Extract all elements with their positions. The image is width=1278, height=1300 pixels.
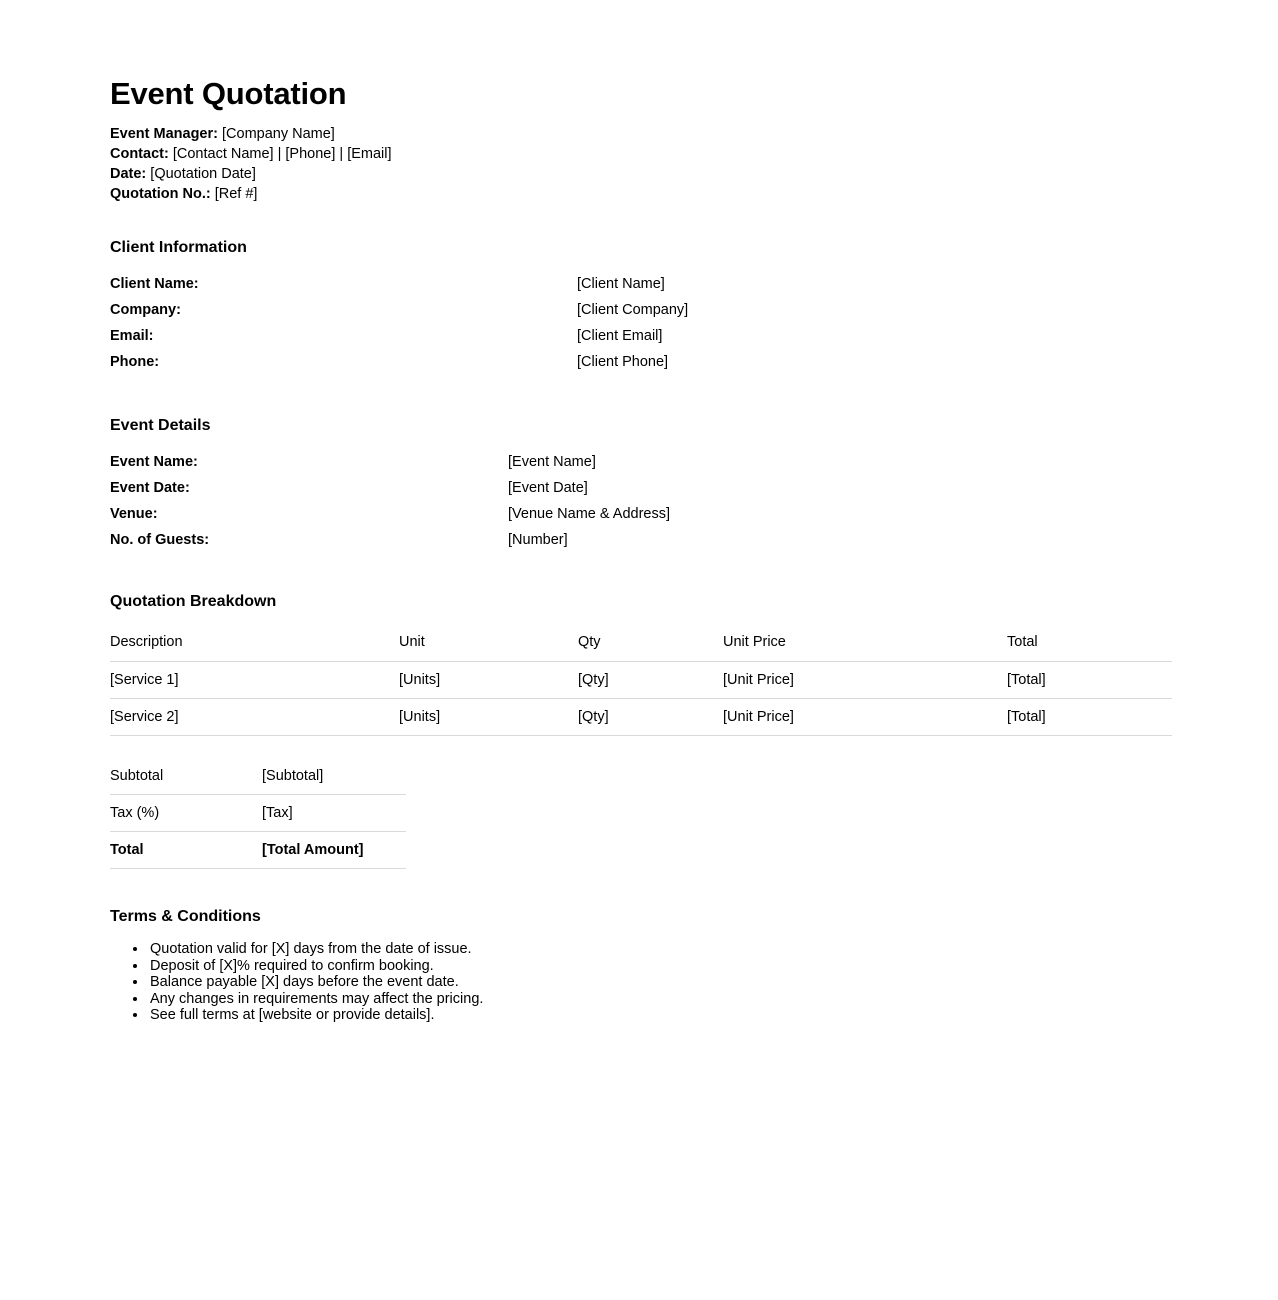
cell-total: [Total] bbox=[1007, 699, 1172, 736]
column-header-qty: Qty bbox=[578, 626, 723, 662]
section-heading-client-information: Client Information bbox=[110, 239, 247, 256]
column-header-description: Description bbox=[110, 626, 399, 662]
cell-description: [Service 2] bbox=[110, 699, 399, 736]
meta-value-event-manager: [Company Name] bbox=[222, 126, 335, 142]
list-item: • See full terms at [website or provide details]. bbox=[148, 1007, 1172, 1024]
event-label-date: Event Date: bbox=[110, 480, 190, 496]
totals-value-tax: [Tax] bbox=[262, 795, 406, 832]
quotation-breakdown-table bbox=[110, 626, 1172, 736]
list-item: • Quotation valid for [X] days from the date of issue. bbox=[148, 941, 1172, 958]
section-heading-quotation-breakdown: Quotation Breakdown bbox=[110, 593, 277, 610]
cell-unit: [Units] bbox=[399, 699, 578, 736]
totals-label-total: Total bbox=[110, 832, 262, 869]
list-item: • Any changes in requirements may affect the pricing. bbox=[148, 991, 1172, 1008]
section-heading-terms-and-conditions: Terms & Conditions bbox=[110, 908, 261, 925]
table-row bbox=[110, 352, 688, 378]
meta-row-contact bbox=[110, 144, 1172, 164]
column-header-total: Total bbox=[1007, 626, 1172, 662]
meta-value-quotation-no: [Ref #] bbox=[214, 186, 258, 202]
event-label-name: Event Name: bbox=[110, 454, 198, 470]
table-row bbox=[110, 478, 670, 504]
totals-row-tax bbox=[110, 795, 406, 832]
client-label-name: Client Name: bbox=[110, 276, 199, 292]
table-header-row bbox=[110, 626, 1172, 662]
event-details-table bbox=[110, 452, 670, 556]
page-title: Event Quotation bbox=[110, 76, 347, 111]
list-item: • Deposit of [X]% required to confirm booking. bbox=[148, 958, 1172, 975]
cell-description: [Service 1] bbox=[110, 662, 399, 699]
event-value-guests: [Number] bbox=[508, 532, 568, 548]
meta-row-event-manager bbox=[110, 124, 1172, 144]
table-row bbox=[110, 504, 670, 530]
client-value-name: [Client Name] bbox=[577, 276, 665, 292]
totals-value-total: [Total Amount] bbox=[262, 832, 406, 869]
meta-label-quotation-no: Quotation No.: bbox=[110, 186, 211, 202]
column-header-unit-price: Unit Price bbox=[723, 626, 1007, 662]
cell-qty: [Qty] bbox=[578, 662, 723, 699]
meta-label-date: Date: bbox=[110, 166, 147, 182]
cell-unit: [Units] bbox=[399, 662, 578, 699]
cell-qty: [Qty] bbox=[578, 699, 723, 736]
meta-row-quotation-no bbox=[110, 184, 1172, 204]
meta-value-date: [Quotation Date] bbox=[150, 166, 256, 182]
section-heading-event-details: Event Details bbox=[110, 417, 211, 434]
table-row bbox=[110, 452, 670, 478]
meta-label-contact: Contact: bbox=[110, 146, 169, 162]
event-value-venue: [Venue Name & Address] bbox=[508, 506, 671, 522]
client-label-company: Company: bbox=[110, 302, 181, 318]
list-item: • Balance payable [X] days before the event date. bbox=[148, 974, 1172, 991]
client-value-company: [Client Company] bbox=[577, 302, 689, 318]
meta-label-event-manager: Event Manager: bbox=[110, 126, 218, 142]
table-row bbox=[110, 274, 688, 300]
table-row bbox=[110, 530, 670, 556]
event-value-date: [Event Date] bbox=[508, 480, 588, 496]
totals-table bbox=[110, 758, 406, 869]
totals-label-tax: Tax (%) bbox=[110, 795, 262, 832]
event-label-venue: Venue: bbox=[110, 506, 158, 522]
document-meta bbox=[110, 124, 1172, 204]
column-header-unit: Unit bbox=[399, 626, 578, 662]
client-value-phone: [Client Phone] bbox=[577, 354, 669, 370]
client-label-email: Email: bbox=[110, 328, 154, 344]
cell-total: [Total] bbox=[1007, 662, 1172, 699]
table-row bbox=[110, 699, 1172, 736]
totals-row-total bbox=[110, 832, 406, 869]
terms-list bbox=[110, 941, 1172, 1024]
meta-value-contact: [Contact Name] | [Phone] | [Email] bbox=[172, 146, 392, 162]
event-label-guests: No. of Guests: bbox=[110, 532, 210, 548]
client-information-table bbox=[110, 274, 688, 378]
client-label-phone: Phone: bbox=[110, 354, 160, 370]
table-row bbox=[110, 662, 1172, 699]
event-value-name: [Event Name] bbox=[508, 454, 596, 470]
totals-row-subtotal bbox=[110, 758, 406, 795]
totals-value-subtotal: [Subtotal] bbox=[262, 758, 406, 795]
table-row bbox=[110, 326, 688, 352]
meta-row-date bbox=[110, 164, 1172, 184]
totals-label-subtotal: Subtotal bbox=[110, 758, 262, 795]
cell-unit-price: [Unit Price] bbox=[723, 662, 1007, 699]
cell-unit-price: [Unit Price] bbox=[723, 699, 1007, 736]
client-value-email: [Client Email] bbox=[577, 328, 663, 344]
table-row bbox=[110, 300, 688, 326]
